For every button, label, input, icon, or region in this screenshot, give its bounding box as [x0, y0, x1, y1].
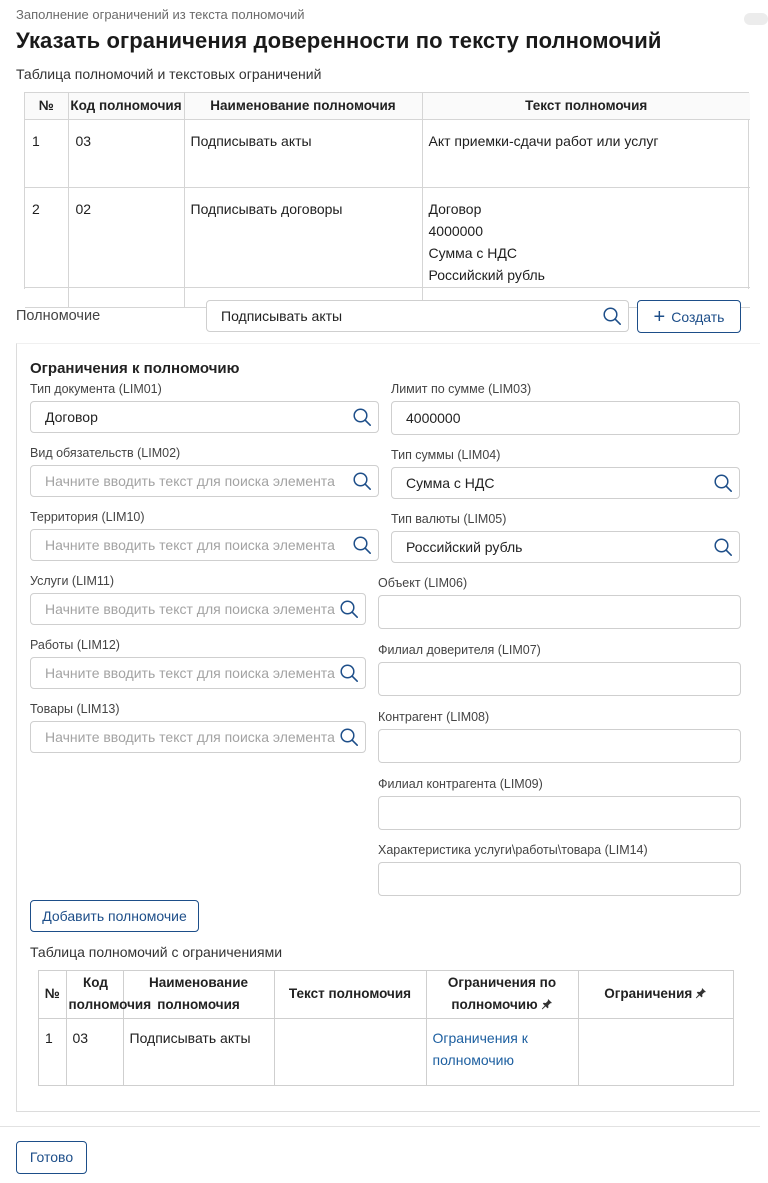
lim01-input[interactable]	[30, 401, 379, 433]
search-icon[interactable]	[352, 471, 372, 491]
pin-icon[interactable]	[541, 998, 553, 1010]
table-row[interactable]	[39, 1018, 733, 1085]
lim13-placeholder: Начните вводить текст для поиска элемента	[45, 729, 335, 745]
text-line: Договор	[428, 200, 482, 217]
lim12-label: Работы (LIM12)	[30, 638, 120, 652]
lim01-value: Договор	[45, 409, 98, 425]
lim13-input[interactable]	[30, 721, 366, 753]
header-line: Наименование	[148, 975, 249, 991]
lim04-input[interactable]	[391, 467, 740, 499]
limited-authorities-table	[38, 970, 734, 1086]
column-header-num[interactable]: №	[39, 971, 66, 1018]
limits-link[interactable]: полномочию	[432, 1051, 514, 1068]
header-line: Ограничения по	[447, 975, 557, 991]
lim03-label: Лимит по сумме (LIM03)	[391, 382, 532, 396]
search-icon[interactable]	[352, 407, 372, 427]
search-icon[interactable]	[713, 537, 733, 557]
search-icon[interactable]	[352, 535, 372, 555]
lim12-input[interactable]	[30, 657, 366, 689]
lim07-input[interactable]	[378, 662, 741, 696]
lim03-input[interactable]	[391, 401, 740, 435]
cell-name: Подписывать акты	[123, 1018, 274, 1085]
lim13-label: Товары (LIM13)	[30, 702, 120, 716]
lim10-input[interactable]	[30, 529, 379, 561]
table-row[interactable]	[25, 187, 750, 287]
cell-name: Подписывать договоры	[184, 187, 422, 287]
header-line: Ограничения	[604, 986, 693, 1002]
search-icon[interactable]	[339, 663, 359, 683]
lim14-label: Характеристика услуги\работы\товара (LIM14)	[378, 843, 648, 857]
search-icon[interactable]	[713, 473, 733, 493]
footer-divider	[0, 1126, 760, 1127]
lim11-placeholder: Начните вводить текст для поиска элемента	[45, 601, 335, 617]
column-header-text[interactable]: Текст полномочия	[422, 93, 750, 119]
column-header-code[interactable]: Код полномочия	[68, 93, 184, 119]
lim02-placeholder: Начните вводить текст для поиска элемента	[45, 473, 335, 489]
authorities-table-caption: Таблица полномочий и текстовых ограничений	[16, 66, 322, 82]
lim10-placeholder: Начните вводить текст для поиска элемента	[45, 537, 335, 553]
authority-input[interactable]	[206, 300, 629, 332]
cell-name: Подписывать акты	[184, 119, 422, 187]
plus-icon: +	[653, 305, 666, 328]
limited-table-caption: Таблица полномочий с ограничениями	[30, 944, 283, 960]
lim01-label: Тип документа (LIM01)	[30, 382, 162, 396]
done-button[interactable]: Готово	[16, 1141, 87, 1174]
column-header-num[interactable]: №	[25, 93, 68, 119]
search-icon[interactable]	[339, 727, 359, 747]
lim10-label: Территория (LIM10)	[30, 510, 145, 524]
page-title: Указать ограничения доверенности по тексту полномочий	[16, 28, 662, 53]
lim08-label: Контрагент (LIM08)	[378, 710, 490, 724]
lim03-value: 4000000	[406, 410, 461, 426]
lim08-input[interactable]	[378, 729, 741, 763]
lim02-label: Вид обязательств (LIM02)	[30, 446, 181, 460]
lim02-input[interactable]	[30, 465, 379, 497]
lim06-input[interactable]	[378, 595, 741, 629]
column-header-limits-by-authority[interactable]	[426, 971, 578, 1018]
cell-text	[274, 1018, 426, 1085]
search-icon[interactable]	[339, 599, 359, 619]
pin-icon[interactable]	[695, 987, 707, 999]
cell-code: 02	[68, 187, 184, 287]
table-header-row	[25, 93, 750, 119]
lim14-input[interactable]	[378, 862, 741, 896]
lim11-label: Услуги (LIM11)	[30, 574, 115, 588]
lim11-input[interactable]	[30, 593, 366, 625]
header-line: Код	[83, 975, 108, 991]
cell-code: 03	[68, 119, 184, 187]
column-header-text[interactable]: Текст полномочия	[274, 971, 426, 1018]
header-line: полномочия	[68, 997, 152, 1013]
create-button[interactable]	[637, 300, 741, 333]
authority-value: Подписывать акты	[221, 308, 343, 324]
column-header-code[interactable]	[66, 971, 152, 1018]
create-button-label: Создать	[671, 308, 725, 325]
table-header-row	[39, 971, 733, 1018]
breadcrumb: Заполнение ограничений из текста полномочий	[16, 7, 305, 22]
lim04-value: Сумма с НДС	[406, 475, 495, 491]
lim05-input[interactable]	[391, 531, 740, 563]
cell-num: 1	[25, 119, 68, 187]
limits-link[interactable]: Ограничения к	[432, 1029, 528, 1046]
header-line: полномочию	[451, 997, 538, 1013]
lim07-label: Филиал доверителя (LIM07)	[378, 643, 541, 657]
header-line: полномочия	[157, 997, 240, 1013]
limits-title: Ограничения к полномочию	[30, 360, 240, 377]
window-control[interactable]	[744, 13, 768, 25]
table-row[interactable]	[25, 119, 750, 187]
column-header-limits[interactable]	[578, 971, 733, 1018]
lim12-placeholder: Начните вводить текст для поиска элемента	[45, 665, 335, 681]
text-line: Акт приемки-сдачи работ или услуг	[428, 132, 659, 149]
text-line: Российский рубль	[428, 266, 545, 283]
text-line: 4000000	[428, 222, 484, 239]
cell-code: 03	[66, 1018, 123, 1085]
text-line: Сумма с НДС	[428, 244, 517, 261]
lim05-label: Тип валюты (LIM05)	[391, 512, 507, 526]
cell-text	[422, 187, 750, 287]
cell-text	[422, 119, 750, 187]
lim05-value: Российский рубль	[406, 539, 523, 555]
lim09-input[interactable]	[378, 796, 741, 830]
authority-label: Полномочие	[16, 308, 101, 324]
search-icon[interactable]	[602, 306, 622, 326]
cell-num: 2	[25, 187, 68, 287]
column-header-name[interactable]: Наименование полномочия	[184, 93, 422, 119]
add-authority-button[interactable]: Добавить полномочие	[30, 900, 199, 932]
authorities-table	[24, 92, 749, 289]
lim09-label: Филиал контрагента (LIM09)	[378, 777, 543, 791]
lim06-label: Объект (LIM06)	[378, 576, 468, 590]
lim04-label: Тип суммы (LIM04)	[391, 448, 501, 462]
cell-limits-link	[426, 1018, 578, 1085]
cell-limits	[578, 1018, 733, 1085]
cell-num: 1	[39, 1018, 66, 1085]
